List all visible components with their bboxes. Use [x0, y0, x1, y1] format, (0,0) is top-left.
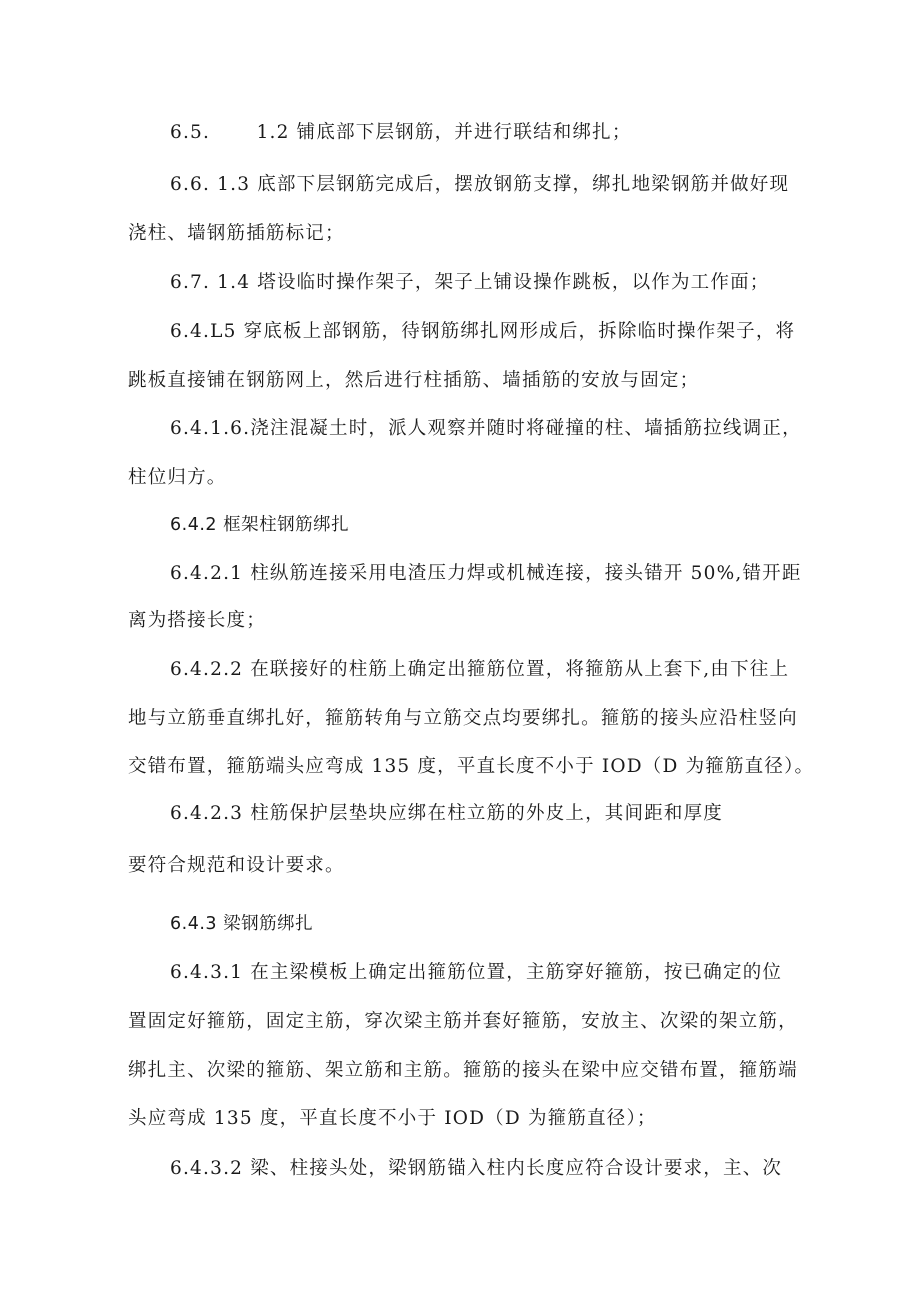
text-line: 跳板直接铺在钢筋网上，然后进行柱插筋、墙插筋的安放与固定； [128, 370, 700, 391]
text-line: 6.4.3.1 在主梁模板上确定出箍筋位置，主筋穿好箍筋，按已确定的位 [170, 962, 783, 983]
text-line: 6.6. 1.3 底部下层钢筋完成后，摆放钢筋支撑，绑扎地梁钢筋并做好现 [170, 174, 790, 195]
text-line: 6.4.3.2 梁、柱接头处，梁钢筋锚入柱内长度应符合设计要求，主、次 [170, 1158, 783, 1179]
text-line: 6.4.2.2 在联接好的柱筋上确定出箍筋位置，将箍筋从上套下,由下往上 [170, 659, 790, 680]
text-line: 6.4.2.3 柱筋保护层垫块应绑在柱立筋的外皮上，其间距和厚度 [170, 803, 724, 824]
text-line: 要符合规范和设计要求。 [128, 855, 345, 876]
section-heading: 6.4.2 框架柱钢筋绑扎 [170, 515, 350, 535]
text-line: 6.4.L5 穿底板上部钢筋，待钢筋绑扎网形成后，拆除临时操作架子，将 [170, 321, 796, 342]
section-heading: 6.4.3 梁钢筋绑扎 [170, 914, 314, 934]
text-line: 交错布置，箍筋端头应弯成 135 度，平直长度不小于 IOD（D 为箍筋直径）。 [128, 756, 815, 777]
text-line: 6.4.2.1 柱纵筋连接采用电渣压力焊或机械连接，接头错开 50%,错开距 [170, 563, 802, 584]
text-line: 浇柱、墙钢筋插筋标记； [128, 223, 345, 244]
text-line: 6.5. 1.2 铺底部下层钢筋，并进行联结和绑扎； [170, 122, 632, 143]
text-line: 6.7. 1.4 塔设临时操作架子，架子上铺设操作跳板，以作为工作面； [170, 272, 770, 293]
text-line: 地与立筋垂直绑扎好，箍筋转角与立筋交点均要绑扎。箍筋的接头应沿柱竖向 [128, 708, 798, 729]
text-line: 头应弯成 135 度，平直长度不小于 IOD（D 为箍筋直径）； [128, 1108, 657, 1129]
text-line: 绑扎主、次梁的箍筋、架立筋和主筋。箍筋的接头在梁中应交错布置，箍筋端 [128, 1060, 798, 1081]
text-line: 离为搭接长度； [128, 610, 266, 631]
text-line: 置固定好箍筋，固定主筋，穿次梁主筋并套好箍筋，安放主、次梁的架立筋， [128, 1011, 798, 1032]
text-line: 柱位归方。 [128, 467, 227, 488]
text-line: 6.4.1.6.浇注混凝土时，派人观察并随时将碰撞的柱、墙插筋拉线调正， [170, 418, 802, 439]
